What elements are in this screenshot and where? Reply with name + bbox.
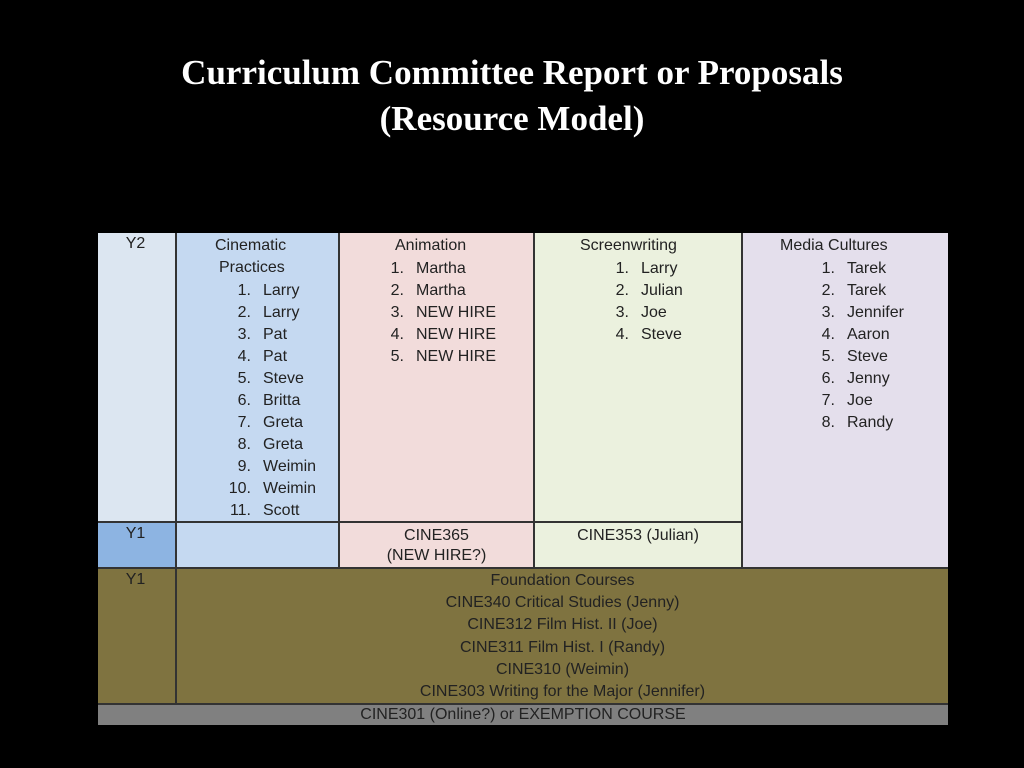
y1-animation-instructor: (NEW HIRE?) xyxy=(386,547,487,564)
list-number: 4. xyxy=(615,326,629,343)
list-number: 5. xyxy=(821,348,835,365)
faculty-name: Randy xyxy=(847,414,894,431)
list-number: 3. xyxy=(615,304,629,321)
faculty-name: Tarek xyxy=(847,260,887,277)
faculty-list-item xyxy=(223,500,316,522)
faculty-name: Pat xyxy=(263,348,288,365)
faculty-name: Scott xyxy=(263,502,300,519)
list-number: 5. xyxy=(237,370,251,387)
faculty-list-item xyxy=(817,346,904,368)
faculty-name: Steve xyxy=(641,326,682,343)
faculty-name: Larry xyxy=(263,304,300,321)
screenwriting-heading: Screenwriting xyxy=(580,237,677,254)
list-number: 3. xyxy=(237,326,251,343)
list-number: 1. xyxy=(615,260,629,277)
resource-model-diagram xyxy=(98,233,948,725)
list-number: 2. xyxy=(821,282,835,299)
faculty-list-item xyxy=(817,258,904,280)
y2-label: Y2 xyxy=(125,235,146,252)
cinematic-heading-line-2: Practices xyxy=(219,259,285,276)
list-number: 4. xyxy=(821,326,835,343)
faculty-list-item xyxy=(223,346,316,368)
list-number: 5. xyxy=(390,348,404,365)
faculty-list-item xyxy=(223,324,316,346)
list-number: 2. xyxy=(237,304,251,321)
list-number: 6. xyxy=(237,392,251,409)
faculty-name: Pat xyxy=(263,326,288,343)
animation-faculty-list xyxy=(386,258,496,368)
cinematic-heading xyxy=(215,235,286,279)
screenwriting-faculty-list xyxy=(611,258,683,346)
y1-label-cell xyxy=(98,521,177,567)
faculty-name: Steve xyxy=(263,370,304,387)
list-number: 9. xyxy=(237,458,251,475)
y1-cinematic-cell xyxy=(177,521,340,567)
y1-label: Y1 xyxy=(125,525,146,542)
faculty-name: Greta xyxy=(263,436,304,453)
title-line-1: Curriculum Committee Report or Proposals xyxy=(181,53,843,92)
animation-heading: Animation xyxy=(395,237,467,254)
foundation-course: CINE311 Film Hist. I (Randy) xyxy=(459,638,666,656)
faculty-list-item xyxy=(611,258,683,280)
faculty-list-item xyxy=(223,390,316,412)
media-cultures-faculty-list xyxy=(817,258,904,434)
faculty-name: Larry xyxy=(641,260,678,277)
faculty-list-item xyxy=(223,434,316,456)
cinematic-practices-column xyxy=(177,233,340,521)
exemption-course-bar xyxy=(98,703,948,725)
faculty-name: NEW HIRE xyxy=(416,348,496,365)
foundation-course: CINE310 (Weimin) xyxy=(495,660,630,678)
faculty-name: NEW HIRE xyxy=(416,304,496,321)
faculty-list-item xyxy=(386,346,496,368)
faculty-list-item xyxy=(817,302,904,324)
faculty-name: Aaron xyxy=(847,326,890,343)
list-number: 2. xyxy=(390,282,404,299)
faculty-list-item xyxy=(611,324,683,346)
list-number: 8. xyxy=(821,414,835,431)
list-number: 1. xyxy=(390,260,404,277)
foundation-course: CINE303 Writing for the Major (Jennifer) xyxy=(419,683,706,701)
media-cultures-heading: Media Cultures xyxy=(780,237,888,254)
animation-column xyxy=(340,233,535,521)
list-number: 11. xyxy=(229,502,251,519)
faculty-name: Greta xyxy=(263,414,304,431)
list-number: 4. xyxy=(390,326,404,343)
y2-label-cell xyxy=(98,233,177,521)
faculty-name: Julian xyxy=(641,282,683,299)
foundation-heading: Foundation Courses xyxy=(490,572,635,589)
faculty-list-item xyxy=(386,280,496,302)
faculty-name: Steve xyxy=(847,348,888,365)
y1-animation-cell xyxy=(340,521,535,567)
faculty-name: Martha xyxy=(416,282,466,299)
faculty-list-item xyxy=(223,412,316,434)
faculty-name: Jenny xyxy=(847,370,890,387)
faculty-name: Jennifer xyxy=(847,304,904,321)
faculty-list-item xyxy=(817,390,904,412)
faculty-list-item xyxy=(386,258,496,280)
faculty-list-item xyxy=(223,456,316,478)
list-number: 1. xyxy=(821,260,835,277)
list-number: 1. xyxy=(237,282,251,299)
faculty-name: Larry xyxy=(263,282,300,299)
faculty-name: Britta xyxy=(263,392,301,409)
cinematic-heading-line-1: Cinematic xyxy=(215,237,287,254)
list-number: 2. xyxy=(615,282,629,299)
faculty-list-item xyxy=(386,324,496,346)
faculty-list-item xyxy=(611,302,683,324)
cinematic-faculty-list xyxy=(223,280,316,522)
faculty-list-item xyxy=(223,302,316,324)
faculty-list-item xyxy=(611,280,683,302)
y1-screenwriting-course: CINE353 (Julian) xyxy=(577,527,699,544)
list-number: 4. xyxy=(237,348,251,365)
foundation-course: CINE312 Film Hist. II (Joe) xyxy=(467,616,658,634)
faculty-list-item xyxy=(223,368,316,390)
foundation-course: CINE340 Critical Studies (Jenny) xyxy=(445,594,680,612)
faculty-list-item xyxy=(223,280,316,302)
y1-animation-course: CINE365 xyxy=(404,527,469,544)
title-line-2: (Resource Model) xyxy=(379,99,645,138)
faculty-list-item xyxy=(817,280,904,302)
faculty-name: Joe xyxy=(847,392,873,409)
faculty-name: Tarek xyxy=(847,282,887,299)
faculty-name: Weimin xyxy=(263,480,317,497)
list-number: 7. xyxy=(237,414,251,431)
list-number: 10. xyxy=(228,480,251,497)
faculty-name: Martha xyxy=(416,260,466,277)
list-number: 3. xyxy=(390,304,404,321)
exemption-course-text: CINE301 (Online?) or EXEMPTION COURSE xyxy=(360,706,686,723)
slide-title xyxy=(0,50,1024,142)
media-cultures-column xyxy=(743,233,948,567)
faculty-name: Weimin xyxy=(263,458,317,475)
foundation-y1-label: Y1 xyxy=(125,571,146,588)
faculty-name: Joe xyxy=(641,304,667,321)
list-number: 8. xyxy=(237,436,251,453)
faculty-list-item xyxy=(817,324,904,346)
foundation-course-list xyxy=(177,592,948,703)
faculty-name: NEW HIRE xyxy=(416,326,496,343)
faculty-list-item xyxy=(817,412,904,434)
list-number: 3. xyxy=(821,304,835,321)
list-number: 6. xyxy=(821,370,835,387)
list-number: 7. xyxy=(821,392,835,409)
foundation-courses-block xyxy=(177,567,948,703)
faculty-list-item xyxy=(386,302,496,324)
faculty-list-item xyxy=(817,368,904,390)
foundation-label-cell xyxy=(98,567,177,703)
faculty-list-item xyxy=(223,478,316,500)
y1-screenwriting-cell xyxy=(535,521,743,567)
screenwriting-column xyxy=(535,233,743,521)
